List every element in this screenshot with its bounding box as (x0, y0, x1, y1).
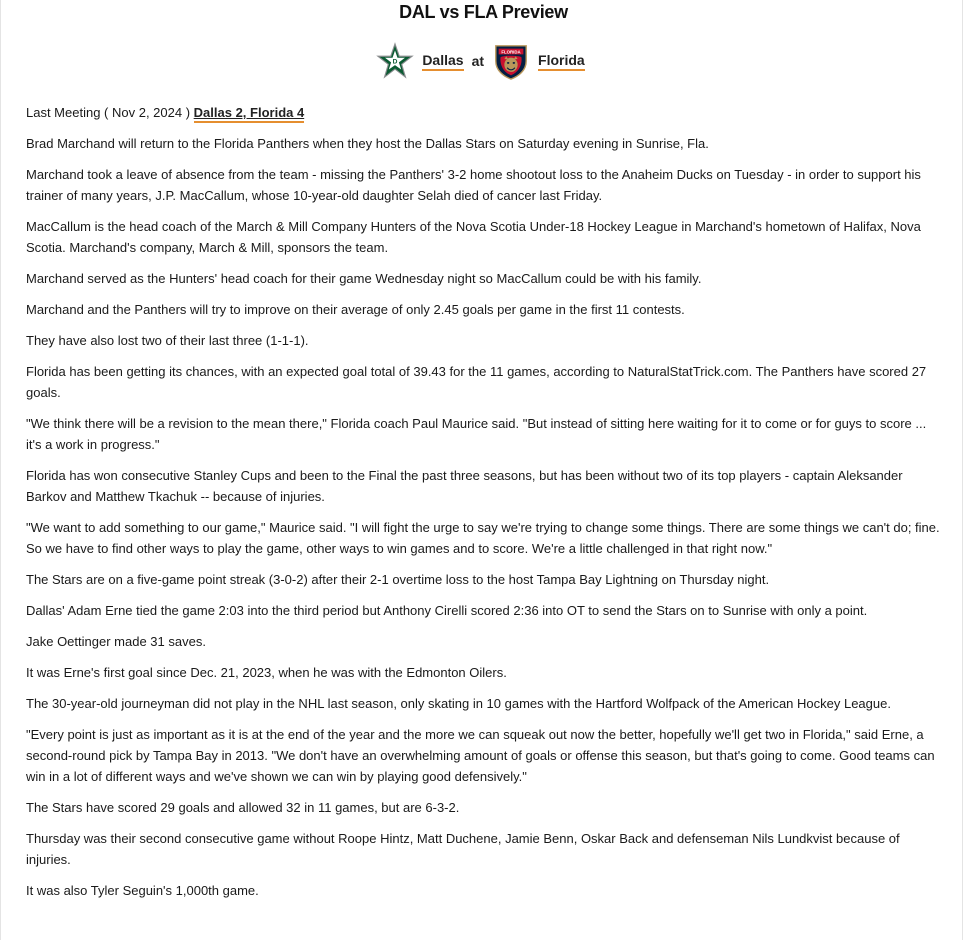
article-paragraph: Marchand served as the Hunters' head coach for their game Wednesday night so MacCallum could be with his family. (26, 271, 702, 286)
article-paragraph: "Every point is just as important as it is at the end of the year and the more we can squeak out now the better, hopefully we'll get two in Florida," said Erne, a second-round pick by Tampa Bay in 2013. "We don't have an overwhelming amount of goals or offense this season, but that's going to come. Good teams can win in a lot of different ways and we've shown we can win by playing good defensively." (26, 727, 935, 784)
away-team-link[interactable]: Dallas (422, 52, 463, 71)
dallas-stars-logo-icon (376, 42, 414, 80)
matchup-header (1, 40, 965, 82)
article-paragraph: It was also Tyler Seguin's 1,000th game. (26, 883, 259, 898)
article-paragraph: Brad Marchand will return to the Florida Panthers when they host the Dallas Stars on Saturday evening in Sunrise, Fla. (26, 136, 709, 151)
last-meeting-score-link[interactable]: Dallas 2, Florida 4 (194, 105, 305, 123)
article-paragraph: Dallas' Adam Erne tied the game 2:03 into the third period but Anthony Cirelli scored 2:36 into OT to send the Stars on to Sunrise with only a point. (26, 603, 868, 618)
svg-text:D: D (392, 58, 398, 66)
article-paragraph: The Stars have scored 29 goals and allowed 32 in 11 games, but are 6-3-2. (26, 800, 460, 815)
article-paragraph: Florida has been getting its chances, with an expected goal total of 39.43 for the 11 games, according to NaturalStatTrick.com. The Panthers have scored 27 goals. (26, 364, 927, 400)
article-paragraph: "We think there will be a revision to the mean there," Florida coach Paul Maurice said. "But instead of sitting here waiting for it to come or for guys to score ... it's a work in progress." (26, 416, 927, 452)
article-paragraph: Jake Oettinger made 31 saves. (26, 634, 206, 649)
article-paragraph: Marchand took a leave of absence from the team - missing the Panthers' 3-2 home shootout loss to the Anaheim Ducks on Tuesday - in order to support his trainer of many years, J.P. MacCallum, whose 10-year-old daughter Selah died of cancer last Friday. (26, 167, 921, 203)
florida-panthers-logo-icon (492, 42, 530, 80)
article-paragraph: "We want to add something to our game," Maurice said. "I will fight the urge to say we're trying to change some things. There are some things we can't do; fine. So we have to find other ways to play the game, other ways to win games and to score. We're a little challenged in that right now." (26, 520, 940, 556)
article-paragraph: It was Erne's first goal since Dec. 21, 2023, when he was with the Edmonton Oilers. (26, 665, 507, 680)
article-paragraph: They have also lost two of their last three (1-1-1). (26, 333, 309, 348)
page-title: DAL vs FLA Preview (399, 2, 568, 22)
last-meeting-label: Last Meeting ( Nov 2, 2024 ) (26, 105, 191, 120)
at-label: at (471, 53, 485, 69)
article-paragraph: Marchand and the Panthers will try to improve on their average of only 2.45 goals per game in the first 11 contests. (26, 302, 685, 317)
article-paragraph: The Stars are on a five-game point streak (3-0-2) after their 2-1 overtime loss to the host Tampa Bay Lightning on Thursday night. (26, 572, 770, 587)
article-paragraph: The 30-year-old journeyman did not play in the NHL last season, only skating in 10 games with the Hartford Wolfpack of the American Hockey League. (26, 696, 891, 711)
last-meeting-line (26, 102, 942, 123)
article-paragraph: MacCallum is the head coach of the March & Mill Company Hunters of the Nova Scotia Under-18 Hockey League in Marchand's hometown of Halifax, Nova Scotia. Marchand's company, March & Mill, sponsors the team. (26, 219, 921, 255)
article-paragraph: Florida has won consecutive Stanley Cups and been to the Final the past three seasons, but has been without two of its top players - captain Aleksander Barkov and Matthew Tkachuk -- because of injuries. (26, 468, 903, 504)
home-team-link[interactable]: Florida (538, 52, 585, 71)
article-body (26, 102, 942, 911)
florida-logo-text: FLORIDA (501, 49, 521, 55)
article-paragraph: Thursday was their second consecutive game without Roope Hintz, Matt Duchene, Jamie Benn, Oskar Back and defenseman Nils Lundkvist because of injuries. (26, 831, 900, 867)
